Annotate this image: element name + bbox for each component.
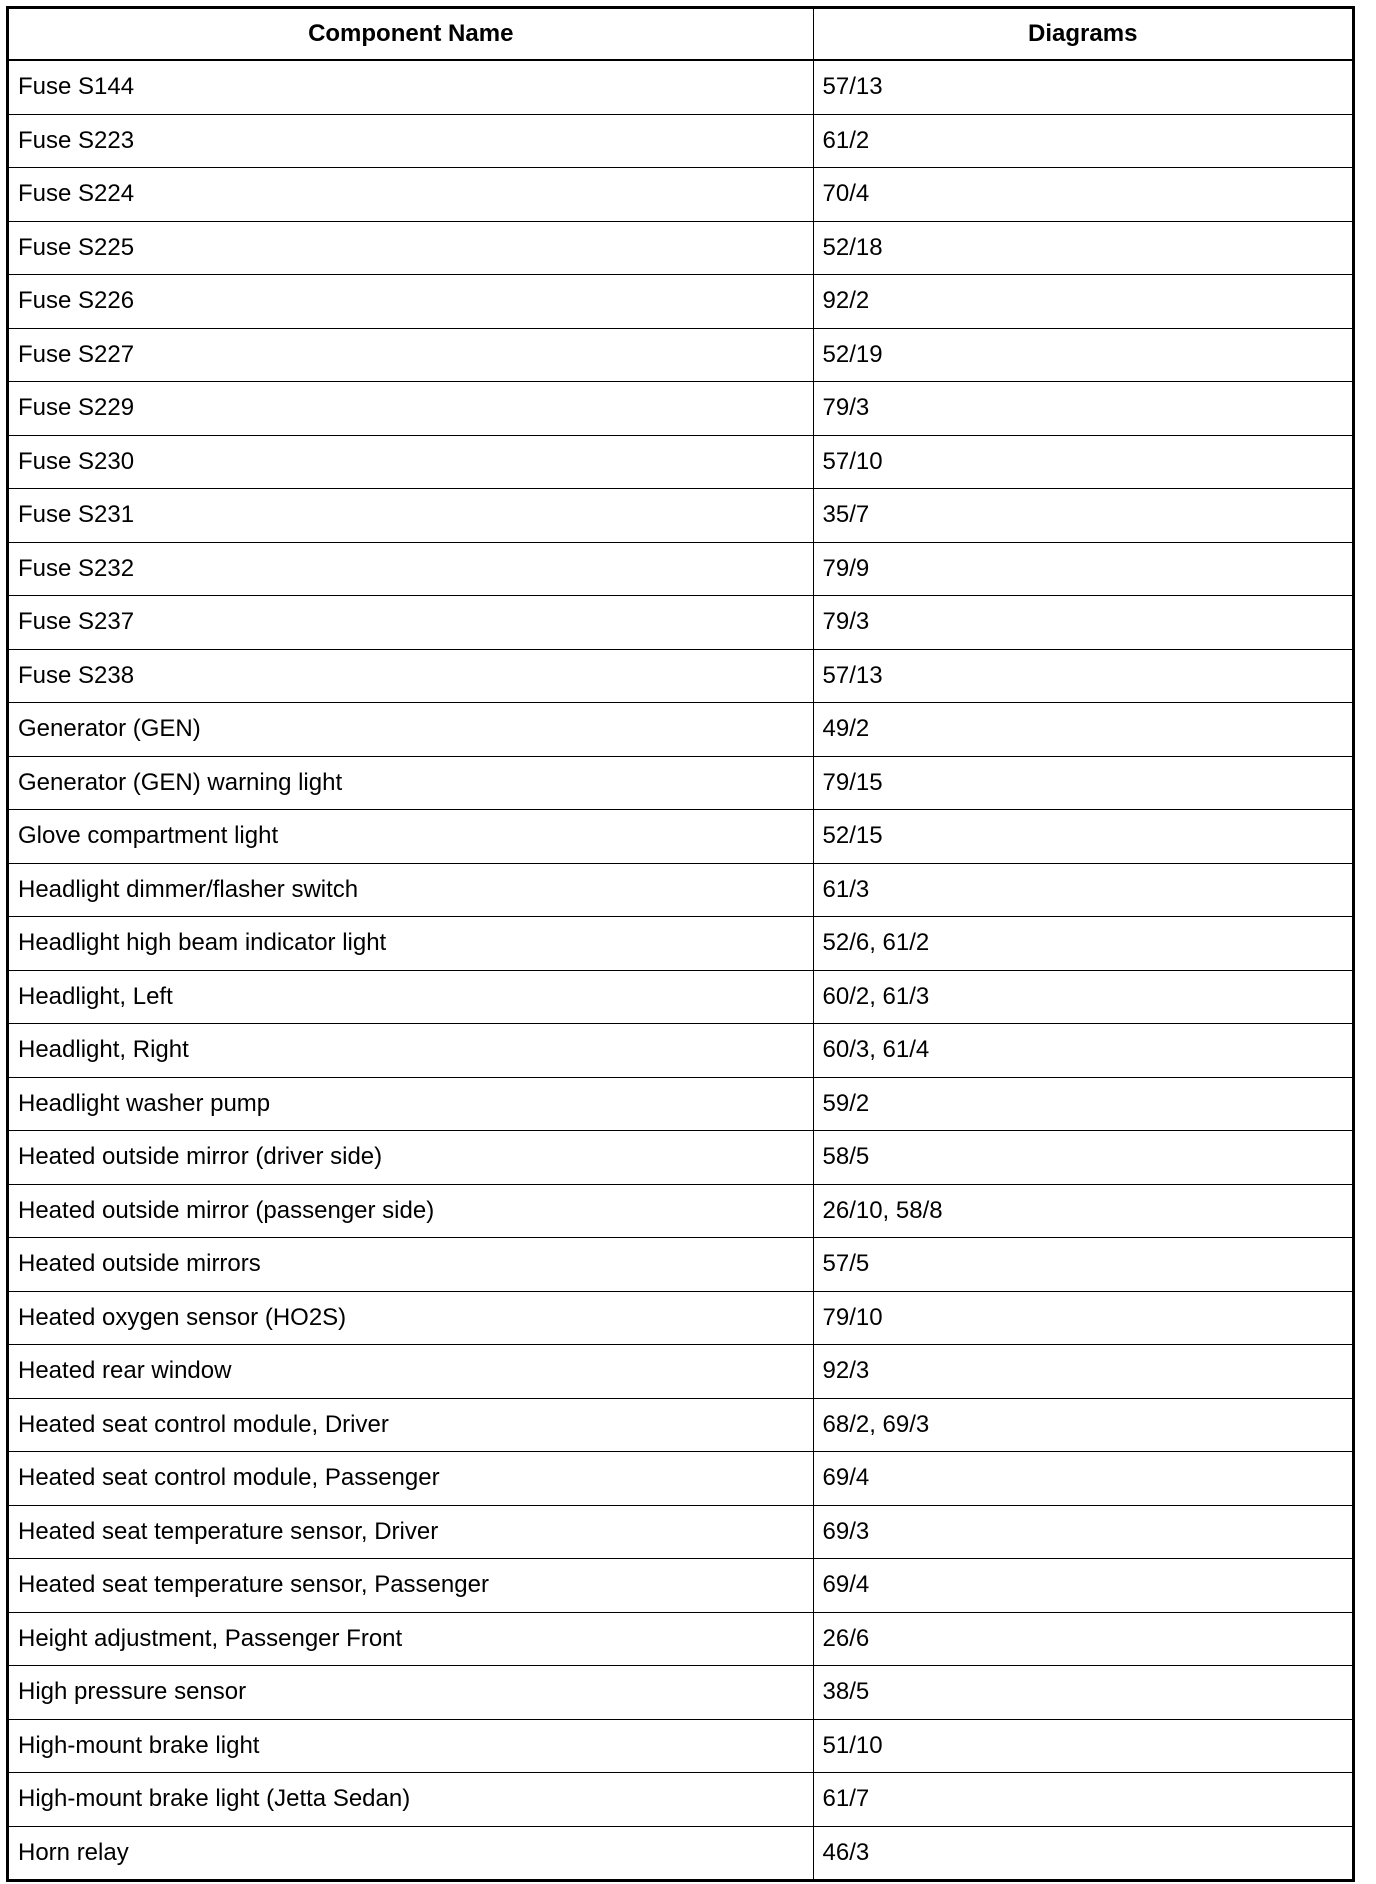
diagrams-cell: 46/3 <box>813 1826 1352 1879</box>
table-row <box>9 328 1352 382</box>
table-row <box>9 596 1352 650</box>
table-row <box>9 221 1352 275</box>
table-row <box>9 435 1352 489</box>
table-row <box>9 756 1352 810</box>
table-row <box>9 168 1352 222</box>
component-diagram-table <box>9 9 1352 1879</box>
table-row <box>9 970 1352 1024</box>
table-row <box>9 1398 1352 1452</box>
diagrams-cell: 60/3, 61/4 <box>813 1024 1352 1078</box>
component-name-cell: Glove compartment light <box>9 810 813 864</box>
component-name-cell: Heated seat control module, Passenger <box>9 1452 813 1506</box>
table-row <box>9 810 1352 864</box>
component-name-cell: Heated oxygen sensor (HO2S) <box>9 1291 813 1345</box>
diagrams-cell: 79/3 <box>813 382 1352 436</box>
component-name-cell: Heated seat temperature sensor, Driver <box>9 1505 813 1559</box>
component-name-cell: Fuse S223 <box>9 114 813 168</box>
diagrams-cell: 69/3 <box>813 1505 1352 1559</box>
diagrams-cell: 59/2 <box>813 1077 1352 1131</box>
diagrams-cell: 79/3 <box>813 596 1352 650</box>
component-name-cell: High-mount brake light (Jetta Sedan) <box>9 1773 813 1827</box>
diagrams-cell: 57/10 <box>813 435 1352 489</box>
diagrams-cell: 58/5 <box>813 1131 1352 1185</box>
component-name-cell: Heated outside mirror (passenger side) <box>9 1184 813 1238</box>
diagrams-cell: 57/13 <box>813 60 1352 114</box>
table-row <box>9 649 1352 703</box>
diagrams-cell: 51/10 <box>813 1719 1352 1773</box>
table-row <box>9 542 1352 596</box>
table-row <box>9 275 1352 329</box>
component-name-cell: Headlight washer pump <box>9 1077 813 1131</box>
diagrams-cell: 57/5 <box>813 1238 1352 1292</box>
diagrams-cell: 52/15 <box>813 810 1352 864</box>
diagrams-cell: 70/4 <box>813 168 1352 222</box>
table-row <box>9 1131 1352 1185</box>
component-name-cell: Fuse S227 <box>9 328 813 382</box>
component-name-cell: Headlight high beam indicator light <box>9 917 813 971</box>
diagrams-cell: 69/4 <box>813 1452 1352 1506</box>
component-name-cell: Fuse S224 <box>9 168 813 222</box>
component-name-cell: Heated seat control module, Driver <box>9 1398 813 1452</box>
diagrams-cell: 52/6, 61/2 <box>813 917 1352 971</box>
diagrams-cell: 68/2, 69/3 <box>813 1398 1352 1452</box>
table-row <box>9 1291 1352 1345</box>
diagrams-cell: 79/9 <box>813 542 1352 596</box>
table-row <box>9 1238 1352 1292</box>
component-name-cell: Height adjustment, Passenger Front <box>9 1612 813 1666</box>
component-name-cell: Fuse S238 <box>9 649 813 703</box>
component-name-cell: High-mount brake light <box>9 1719 813 1773</box>
table-row <box>9 1345 1352 1399</box>
component-name-cell: Generator (GEN) <box>9 703 813 757</box>
diagrams-cell: 35/7 <box>813 489 1352 543</box>
table-row <box>9 863 1352 917</box>
table-row <box>9 1024 1352 1078</box>
diagrams-cell: 79/10 <box>813 1291 1352 1345</box>
table-body <box>9 60 1352 1879</box>
table-row <box>9 1773 1352 1827</box>
component-name-cell: Fuse S226 <box>9 275 813 329</box>
diagrams-cell: 26/6 <box>813 1612 1352 1666</box>
table-row <box>9 1612 1352 1666</box>
table-row <box>9 1077 1352 1131</box>
component-name-cell: Headlight, Right <box>9 1024 813 1078</box>
table-row <box>9 1505 1352 1559</box>
component-name-cell: Heated rear window <box>9 1345 813 1399</box>
component-name-cell: Fuse S229 <box>9 382 813 436</box>
table-row <box>9 1184 1352 1238</box>
component-name-cell: Heated seat temperature sensor, Passenger <box>9 1559 813 1613</box>
component-name-cell: Heated outside mirrors <box>9 1238 813 1292</box>
table-row <box>9 1826 1352 1879</box>
table-row <box>9 703 1352 757</box>
table-row <box>9 114 1352 168</box>
diagrams-cell: 92/3 <box>813 1345 1352 1399</box>
component-name-cell: Fuse S144 <box>9 60 813 114</box>
diagrams-cell: 52/18 <box>813 221 1352 275</box>
diagrams-cell: 57/13 <box>813 649 1352 703</box>
component-name-cell: Heated outside mirror (driver side) <box>9 1131 813 1185</box>
table-row <box>9 1452 1352 1506</box>
diagrams-cell: 26/10, 58/8 <box>813 1184 1352 1238</box>
column-header-diagrams: Diagrams <box>813 9 1352 60</box>
component-name-cell: Horn relay <box>9 1826 813 1879</box>
diagrams-cell: 49/2 <box>813 703 1352 757</box>
diagrams-cell: 61/2 <box>813 114 1352 168</box>
component-name-cell: Fuse S225 <box>9 221 813 275</box>
table-row <box>9 1559 1352 1613</box>
table-row <box>9 382 1352 436</box>
table-row <box>9 1719 1352 1773</box>
component-name-cell: Generator (GEN) warning light <box>9 756 813 810</box>
table-row <box>9 917 1352 971</box>
component-name-cell: Headlight, Left <box>9 970 813 1024</box>
component-name-cell: High pressure sensor <box>9 1666 813 1720</box>
table-row <box>9 60 1352 114</box>
diagrams-cell: 38/5 <box>813 1666 1352 1720</box>
diagrams-cell: 60/2, 61/3 <box>813 970 1352 1024</box>
diagrams-cell: 52/19 <box>813 328 1352 382</box>
component-name-cell: Fuse S232 <box>9 542 813 596</box>
diagrams-cell: 61/3 <box>813 863 1352 917</box>
component-name-cell: Fuse S230 <box>9 435 813 489</box>
table-row <box>9 1666 1352 1720</box>
component-table-container <box>6 6 1355 1882</box>
diagrams-cell: 92/2 <box>813 275 1352 329</box>
diagrams-cell: 61/7 <box>813 1773 1352 1827</box>
component-name-cell: Headlight dimmer/flasher switch <box>9 863 813 917</box>
diagrams-cell: 79/15 <box>813 756 1352 810</box>
table-row <box>9 489 1352 543</box>
table-header-row <box>9 9 1352 60</box>
component-name-cell: Fuse S237 <box>9 596 813 650</box>
component-name-cell: Fuse S231 <box>9 489 813 543</box>
column-header-component-name: Component Name <box>9 9 813 60</box>
diagrams-cell: 69/4 <box>813 1559 1352 1613</box>
